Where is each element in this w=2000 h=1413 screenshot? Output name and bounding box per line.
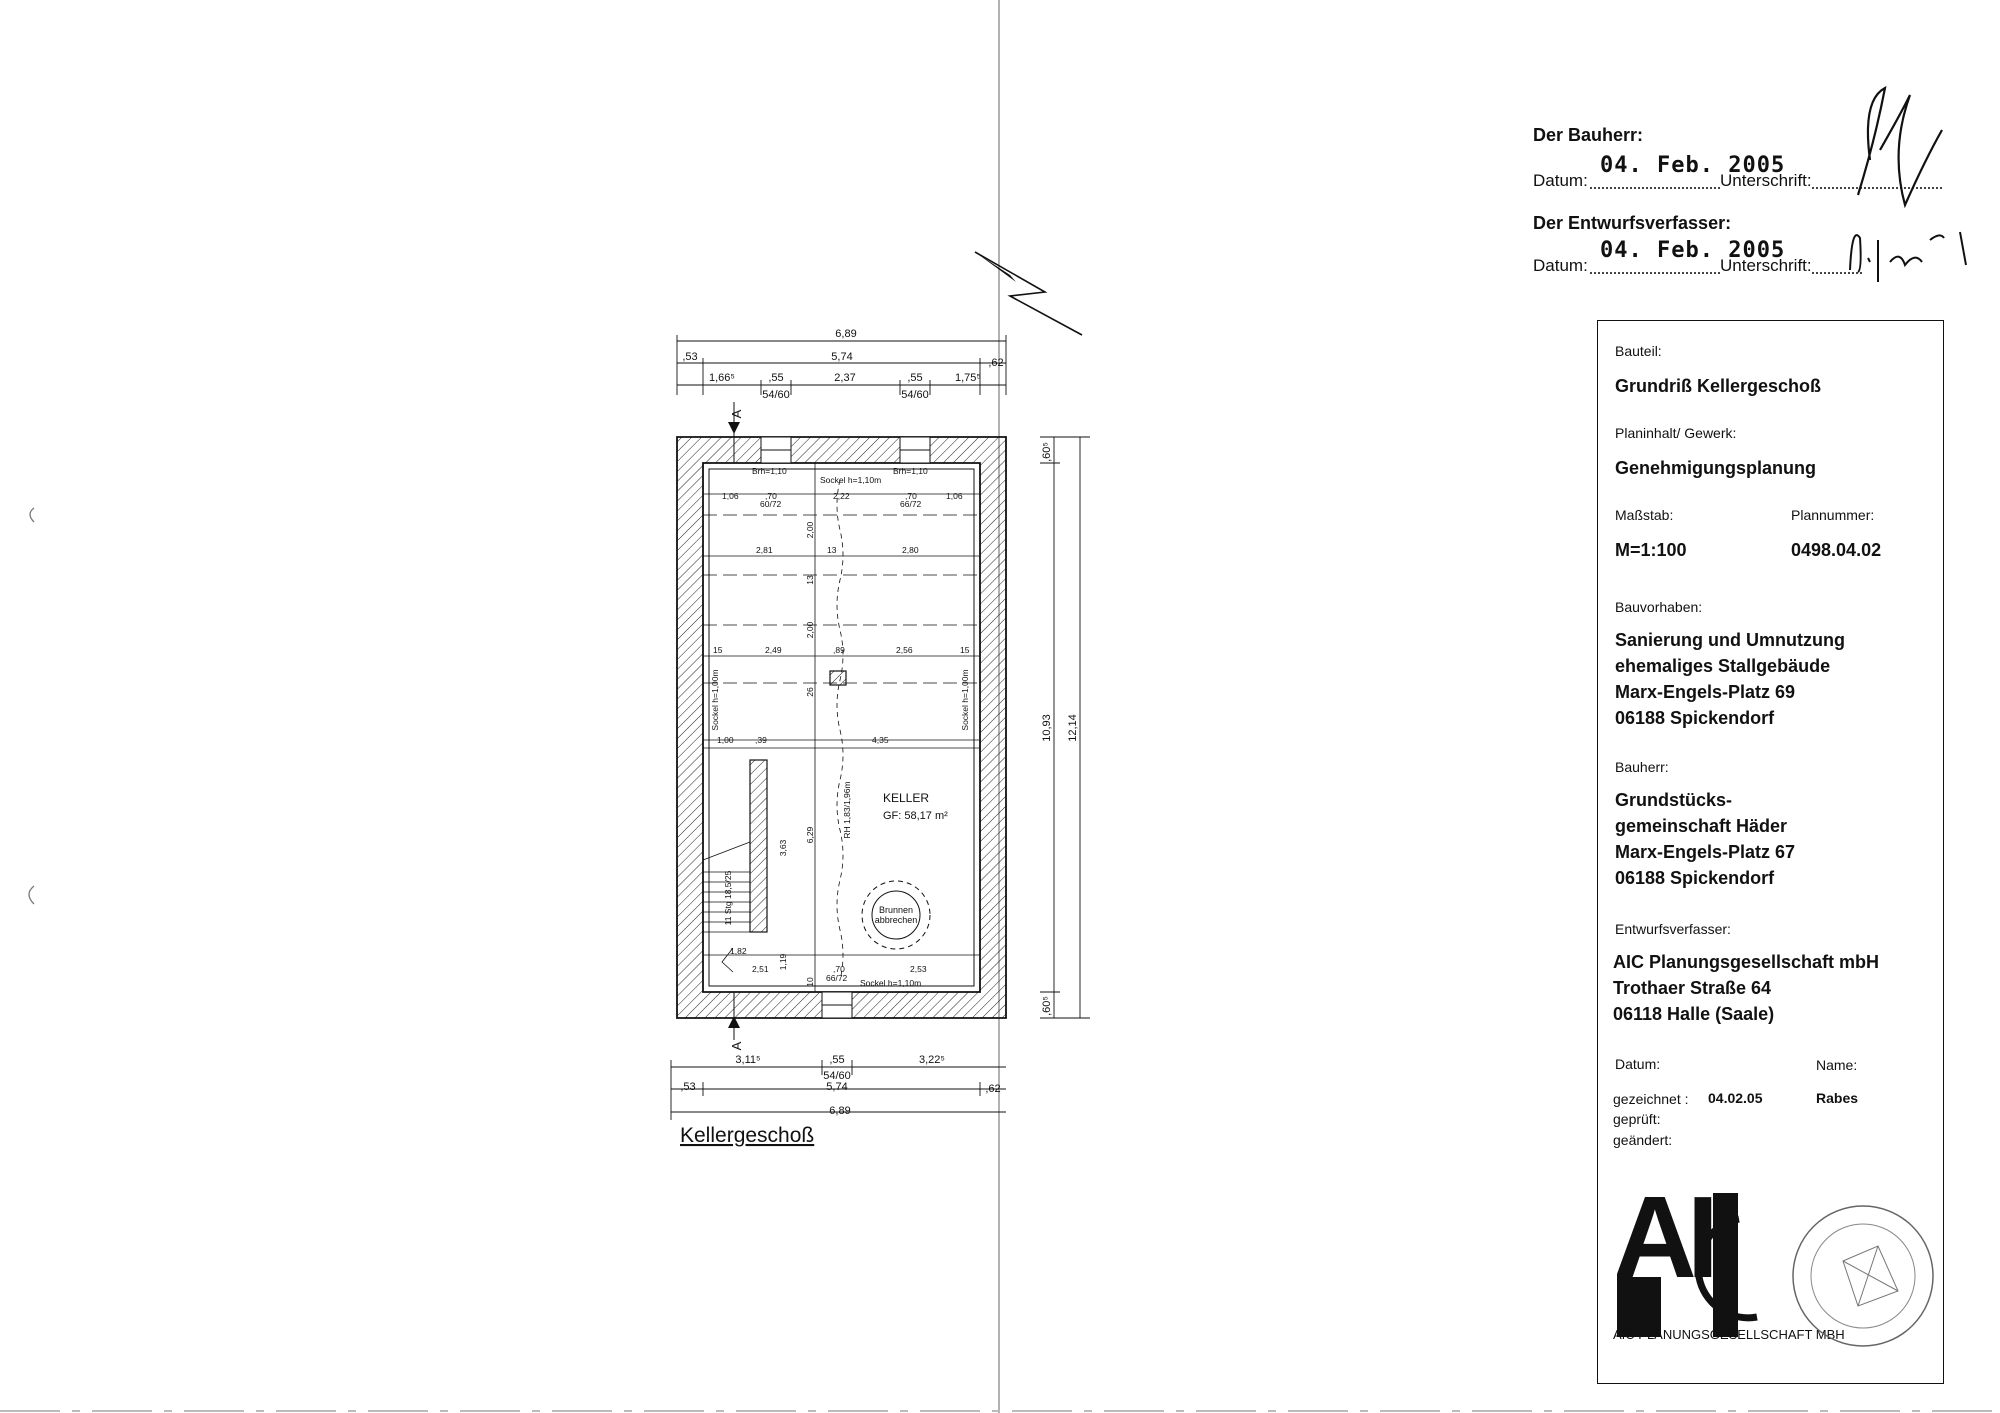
- dim-top-seg4: ,55: [907, 372, 923, 384]
- dim-bottom-total: 6,89: [829, 1105, 851, 1117]
- column: [830, 671, 846, 685]
- stairs: [703, 760, 767, 972]
- bauteil-value: Grundriß Kellergeschoß: [1615, 376, 1822, 396]
- gezeichnet-label: gezeichnet :: [1613, 1091, 1689, 1107]
- dim-right-bottom-wall: ,60⁵: [1041, 996, 1053, 1016]
- gezeichnet-date: 04.02.05: [1708, 1090, 1763, 1106]
- planinhalt-value: Genehmigungsplanung: [1615, 458, 1816, 478]
- bauherr-line: gemeinschaft Häder: [1615, 816, 1788, 836]
- walls: [677, 437, 1006, 1018]
- label-v7: 1,19: [778, 953, 788, 971]
- section-mark-top: A: [729, 409, 744, 419]
- planinhalt-label: Planinhalt/ Gewerk:: [1615, 425, 1737, 441]
- interior-grid: [703, 463, 980, 992]
- dim-top-inner: 5,74: [831, 351, 853, 363]
- label-r3b: 2,49: [765, 645, 782, 655]
- label-sockel-left: Sockel h=1,00m: [710, 669, 720, 731]
- name-label: Name:: [1816, 1057, 1858, 1073]
- bauherr-value: [1615, 787, 1795, 891]
- bauvorhaben-label: Bauvorhaben:: [1615, 599, 1703, 615]
- bauherr-datum-stamp: 04. Feb. 2005: [1600, 153, 1786, 178]
- plannummer-label: Plannummer:: [1791, 507, 1875, 523]
- label-v2: 13: [805, 575, 815, 585]
- bauvorhaben-value: [1615, 627, 1845, 731]
- label-r1a: 1,06: [722, 491, 739, 501]
- dim-top-win1: 54/60: [762, 389, 790, 401]
- dim-right-inner: 10,93: [1041, 714, 1053, 742]
- dim-right-top-wall: ,60⁵: [1041, 442, 1053, 462]
- entwurf-heading: Der Entwurfsverfasser:: [1533, 213, 1732, 233]
- label-v6: 6,29: [805, 826, 815, 844]
- dim-top-seg5: 1,75⁵: [955, 372, 981, 384]
- label-s3: ,70: [833, 964, 845, 974]
- bauherr-line: Marx-Engels-Platz 67: [1615, 842, 1796, 862]
- dim-bottom-seg1: 3,11⁵: [735, 1054, 761, 1066]
- geaendert-label: geändert:: [1613, 1132, 1673, 1148]
- entwurf-datum-label: Datum:: [1533, 256, 1588, 275]
- label-r4c: 4,35: [872, 735, 889, 745]
- entwurf-line: Trothaer Straße 64: [1613, 978, 1772, 998]
- label-bru2: Brh=1,10: [893, 466, 928, 476]
- room-name: KELLER: [883, 791, 930, 805]
- dim-top-seg3: 2,37: [834, 372, 856, 384]
- dim-top-left-wall: ,53: [682, 351, 698, 363]
- dim-bottom-seg3: 3,22⁵: [919, 1054, 945, 1066]
- entwurf-datum-stamp: 04. Feb. 2005: [1600, 238, 1786, 263]
- bauherr-label: Bauherr:: [1615, 759, 1669, 775]
- label-rh: RH 1,83/1,96m: [842, 781, 852, 839]
- entwurf-line: AIC Planungsgesellschaft mbH: [1613, 952, 1880, 972]
- section-mark-bottom: A: [729, 1041, 744, 1051]
- gezeichnet-name: Rabes: [1816, 1090, 1859, 1106]
- label-s4: 2,53: [910, 964, 927, 974]
- label-r1e: 1,06: [946, 491, 963, 501]
- datum-label: Datum:: [1615, 1056, 1661, 1072]
- logo-text: AI: [1617, 1179, 1709, 1302]
- label-stairs: 11 Stg 18,5/25: [723, 870, 733, 926]
- dim-bottom-inner: 5,74: [826, 1081, 848, 1093]
- dim-top-total: 6,89: [835, 328, 857, 340]
- label-sockel-bottom: Sockel h=1,10m: [860, 978, 922, 988]
- entwurf-line: 06118 Halle (Saale): [1613, 1004, 1775, 1024]
- dim-top-seg2: ,55: [768, 372, 784, 384]
- title-block: [1597, 320, 1944, 1384]
- dim-bottom-seg2: ,55: [829, 1054, 845, 1066]
- label-lw: 10: [805, 977, 815, 987]
- bauherr-unterschrift-label: Unterschrift:: [1720, 171, 1812, 190]
- dim-top-right-wall: ,62: [988, 357, 1004, 369]
- label-r1c: 2,22: [833, 491, 850, 501]
- label-r3e: 15: [960, 645, 970, 655]
- bauvorhaben-line: Sanierung und Umnutzung: [1615, 630, 1845, 650]
- label-r3c: ,89: [833, 645, 845, 655]
- bauvorhaben-line: Marx-Engels-Platz 69: [1615, 682, 1796, 702]
- bauherr-datum-label: Datum:: [1533, 171, 1588, 190]
- label-v4: 26: [805, 687, 815, 697]
- label-v5: 3,63: [778, 839, 788, 857]
- entwurf-unterschrift-label: Unterschrift:: [1720, 256, 1812, 275]
- label-r1w1: 60/72: [760, 499, 782, 509]
- entwurf-value: [1613, 949, 1879, 1027]
- label-door: 66/72: [826, 973, 848, 983]
- bauherr-line: Grundstücks-: [1615, 790, 1733, 810]
- label-s2: 2,51: [752, 964, 769, 974]
- bauteil-label: Bauteil:: [1615, 343, 1662, 359]
- label-r1d: ,70: [905, 491, 917, 501]
- bauherr-line: 06188 Spickendorf: [1615, 868, 1775, 888]
- label-sockel-right: Sockel h=1,00m: [960, 669, 970, 731]
- architect-stamp: [1788, 1201, 1938, 1351]
- label-v1: 2,00: [805, 521, 815, 539]
- label-r1b: ,70: [765, 491, 777, 501]
- label-r3d: 2,56: [896, 645, 913, 655]
- well-label-2: abbrechen: [874, 915, 918, 925]
- dim-bottom-door: 54/60: [823, 1070, 851, 1082]
- entwurf-label: Entwurfsverfasser:: [1615, 921, 1731, 937]
- geprueft-label: geprüft:: [1613, 1111, 1661, 1127]
- label-r2c: 2,80: [902, 545, 919, 555]
- massstab-label: Maßstab:: [1615, 507, 1674, 523]
- label-r2b: 13: [827, 545, 837, 555]
- dim-top-seg1: 1,66⁵: [709, 372, 735, 384]
- label-sockel-top: Sockel h=1,10m: [820, 475, 882, 485]
- company-name: AIC PLANUNGSGESELLSCHAFT MBH: [1613, 1327, 1845, 1342]
- label-r4b: ,39: [755, 735, 767, 745]
- label-r3a: 15: [713, 645, 723, 655]
- bauvorhaben-line: ehemaliges Stallgebäude: [1615, 656, 1831, 676]
- plannummer-value: 0498.04.02: [1791, 540, 1882, 560]
- bauherr-heading: Der Bauherr:: [1533, 125, 1644, 145]
- dim-right-total: 12,14: [1067, 714, 1079, 742]
- drawing-title: Kellergeschoß: [680, 1124, 815, 1147]
- label-r2a: 2,81: [756, 545, 773, 555]
- label-v3: 2,00: [805, 621, 815, 639]
- dim-top-win2: 54/60: [901, 389, 929, 401]
- label-r1w2: 66/72: [900, 499, 922, 509]
- label-s1: 1,82: [730, 946, 747, 956]
- bauvorhaben-line: 06188 Spickendorf: [1615, 708, 1775, 728]
- label-r4a: 1,00: [717, 735, 734, 745]
- room-area: GF: 58,17 m²: [883, 810, 948, 822]
- massstab-value: M=1:100: [1615, 540, 1687, 560]
- floor-plan-drawing: [0, 0, 1100, 1200]
- well-label-1: Brunnen: [878, 905, 914, 915]
- dim-bottom-left-wall: ,53: [680, 1081, 696, 1093]
- label-bru1: Brh=1,10: [752, 466, 787, 476]
- dim-bottom-right-wall: ,62: [985, 1083, 1001, 1095]
